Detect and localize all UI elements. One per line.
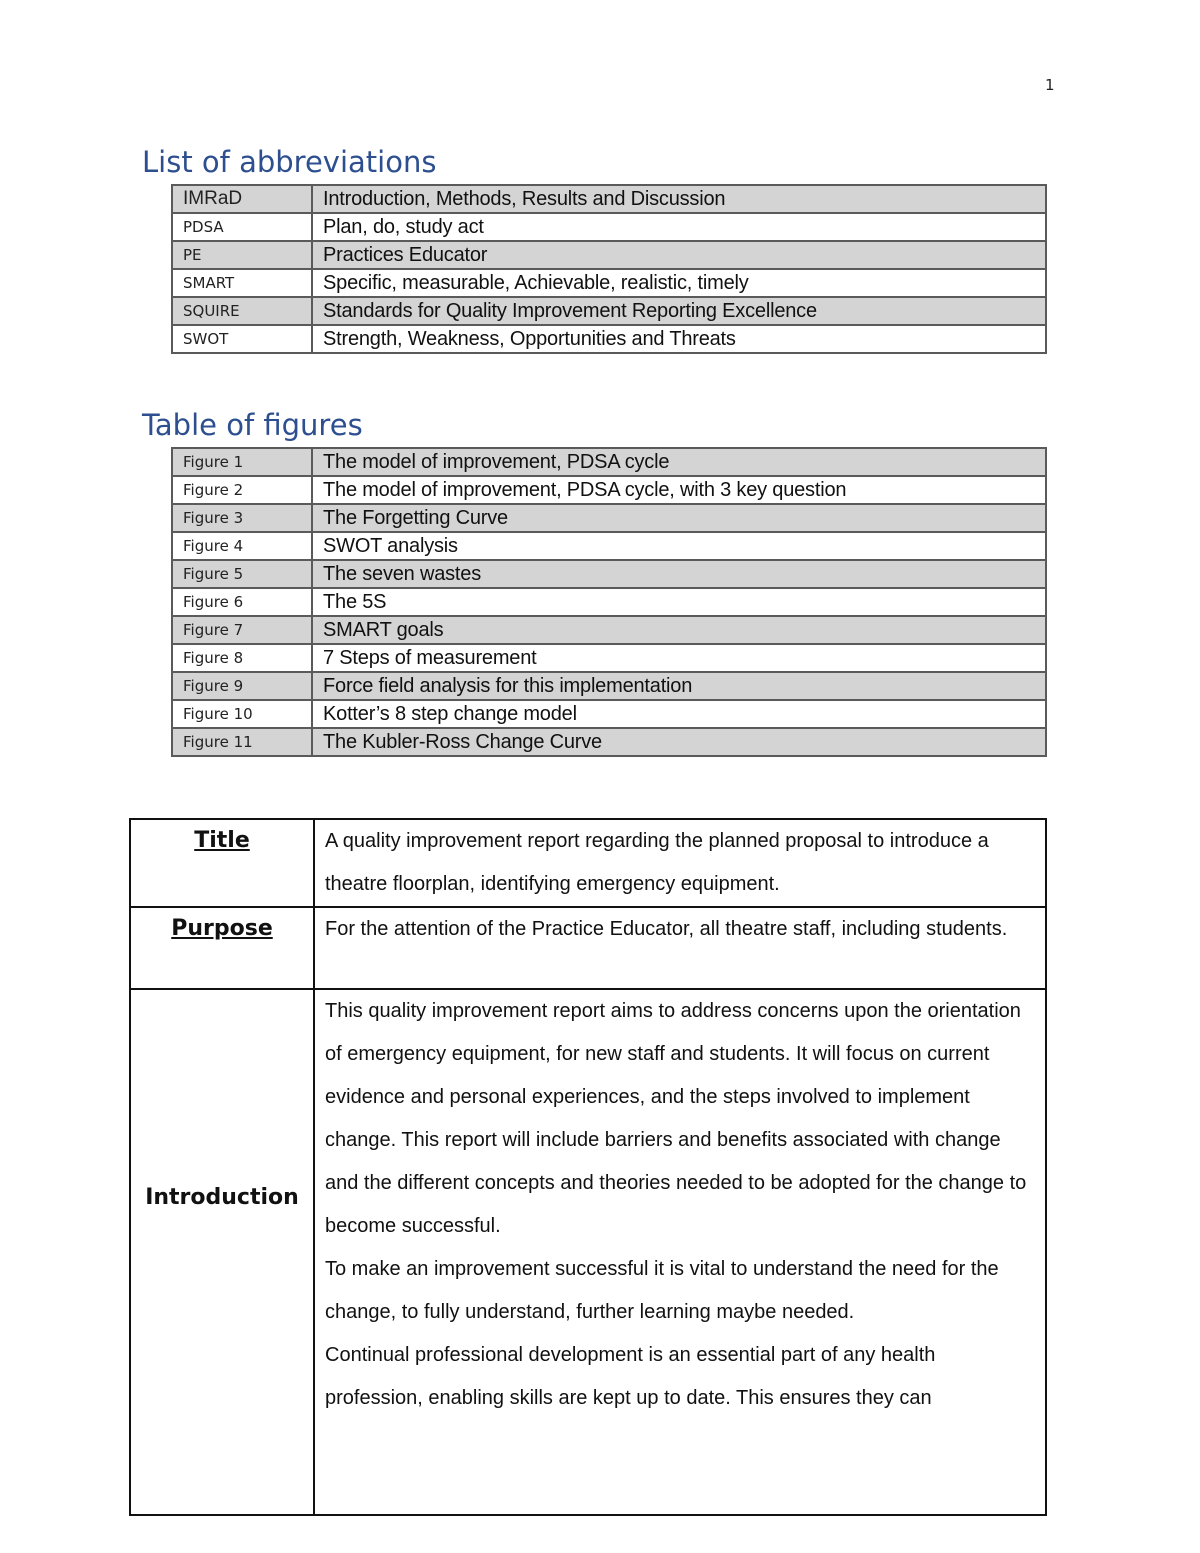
table-row bbox=[172, 241, 1046, 269]
purpose-label bbox=[130, 907, 314, 989]
table-row bbox=[172, 297, 1046, 325]
abbreviations-heading: List of abbreviations bbox=[142, 145, 437, 179]
figures-table bbox=[171, 447, 1047, 757]
figure-caption-cell: Force field analysis for this implementation bbox=[312, 672, 1046, 700]
table-row bbox=[172, 728, 1046, 756]
table-row bbox=[172, 185, 1046, 213]
figures-heading: Table of figures bbox=[142, 408, 363, 442]
figure-number-cell: Figure 2 bbox=[172, 476, 312, 504]
figure-caption-cell: The model of improvement, PDSA cycle, with 3 key question bbox=[312, 476, 1046, 504]
figure-caption-cell: The model of improvement, PDSA cycle bbox=[312, 448, 1046, 476]
meaning-cell: Practices Educator bbox=[312, 241, 1046, 269]
abbreviation-cell: SMART bbox=[172, 269, 312, 297]
table-row bbox=[172, 532, 1046, 560]
introduction-content bbox=[314, 989, 1046, 1515]
table-row bbox=[172, 213, 1046, 241]
figure-caption-cell: The Kubler-Ross Change Curve bbox=[312, 728, 1046, 756]
figure-number-cell: Figure 11 bbox=[172, 728, 312, 756]
figure-caption-cell: 7 Steps of measurement bbox=[312, 644, 1046, 672]
figure-number-cell: Figure 9 bbox=[172, 672, 312, 700]
table-row bbox=[172, 476, 1046, 504]
table-row bbox=[172, 672, 1046, 700]
report-row-purpose bbox=[130, 907, 1046, 989]
table-row bbox=[172, 269, 1046, 297]
meaning-cell: Standards for Quality Improvement Reporting Excellence bbox=[312, 297, 1046, 325]
introduction-label-text: Introduction bbox=[145, 1184, 299, 1210]
introduction-paragraph: Continual professional development is an essential part of any health profession, enabling skills are kept up to date. This ensures they can bbox=[325, 1344, 936, 1409]
page-number: 1 bbox=[1045, 76, 1055, 94]
abbreviation-cell: SQUIRE bbox=[172, 297, 312, 325]
table-row bbox=[172, 700, 1046, 728]
meaning-cell: Specific, measurable, Achievable, realistic, timely bbox=[312, 269, 1046, 297]
meaning-cell: Plan, do, study act bbox=[312, 213, 1046, 241]
figure-number-cell: Figure 1 bbox=[172, 448, 312, 476]
abbreviation-cell: PE bbox=[172, 241, 312, 269]
abbreviation-cell: SWOT bbox=[172, 325, 312, 353]
figure-number-cell: Figure 5 bbox=[172, 560, 312, 588]
report-row-introduction bbox=[130, 989, 1046, 1515]
abbreviation-cell: IMRaD bbox=[172, 185, 312, 213]
meaning-cell: Introduction, Methods, Results and Discussion bbox=[312, 185, 1046, 213]
report-row-title bbox=[130, 819, 1046, 907]
figure-caption-cell: The Forgetting Curve bbox=[312, 504, 1046, 532]
figure-caption-cell: The 5S bbox=[312, 588, 1046, 616]
introduction-label bbox=[130, 989, 314, 1515]
figure-caption-cell: The seven wastes bbox=[312, 560, 1046, 588]
figure-number-cell: Figure 7 bbox=[172, 616, 312, 644]
table-row bbox=[172, 560, 1046, 588]
report-table bbox=[129, 818, 1047, 1516]
table-row bbox=[172, 644, 1046, 672]
figure-number-cell: Figure 6 bbox=[172, 588, 312, 616]
table-row bbox=[172, 448, 1046, 476]
table-row bbox=[172, 616, 1046, 644]
figure-number-cell: Figure 8 bbox=[172, 644, 312, 672]
purpose-label-text: Purpose bbox=[171, 916, 273, 941]
table-row bbox=[172, 588, 1046, 616]
figure-number-cell: Figure 4 bbox=[172, 532, 312, 560]
figure-caption-cell: Kotter’s 8 step change model bbox=[312, 700, 1046, 728]
meaning-cell: Strength, Weakness, Opportunities and Threats bbox=[312, 325, 1046, 353]
title-label-text: Title bbox=[194, 828, 250, 853]
introduction-paragraph: To make an improvement successful it is vital to understand the need for the change, to fully understand, further learning maybe needed. bbox=[325, 1258, 999, 1323]
title-content: A quality improvement report regarding the planned proposal to introduce a theatre floorplan, identifying emergency equipment. bbox=[314, 819, 1046, 907]
abbreviation-cell: PDSA bbox=[172, 213, 312, 241]
title-label bbox=[130, 819, 314, 907]
figure-caption-cell: SMART goals bbox=[312, 616, 1046, 644]
abbreviations-table bbox=[171, 184, 1047, 354]
introduction-paragraph: This quality improvement report aims to address concerns upon the orientation of emergency equipment, for new staff and students. It will focus on current evidence and personal experiences, and the steps involved to implement change. This report will include barriers and benefits associated with change and the different concepts and theories needed to be adopted for the change to become successful. bbox=[325, 1000, 1027, 1237]
table-row bbox=[172, 325, 1046, 353]
purpose-content: For the attention of the Practice Educator, all theatre staff, including students. bbox=[314, 907, 1046, 989]
figure-number-cell: Figure 3 bbox=[172, 504, 312, 532]
figure-caption-cell: SWOT analysis bbox=[312, 532, 1046, 560]
table-row bbox=[172, 504, 1046, 532]
figure-number-cell: Figure 10 bbox=[172, 700, 312, 728]
